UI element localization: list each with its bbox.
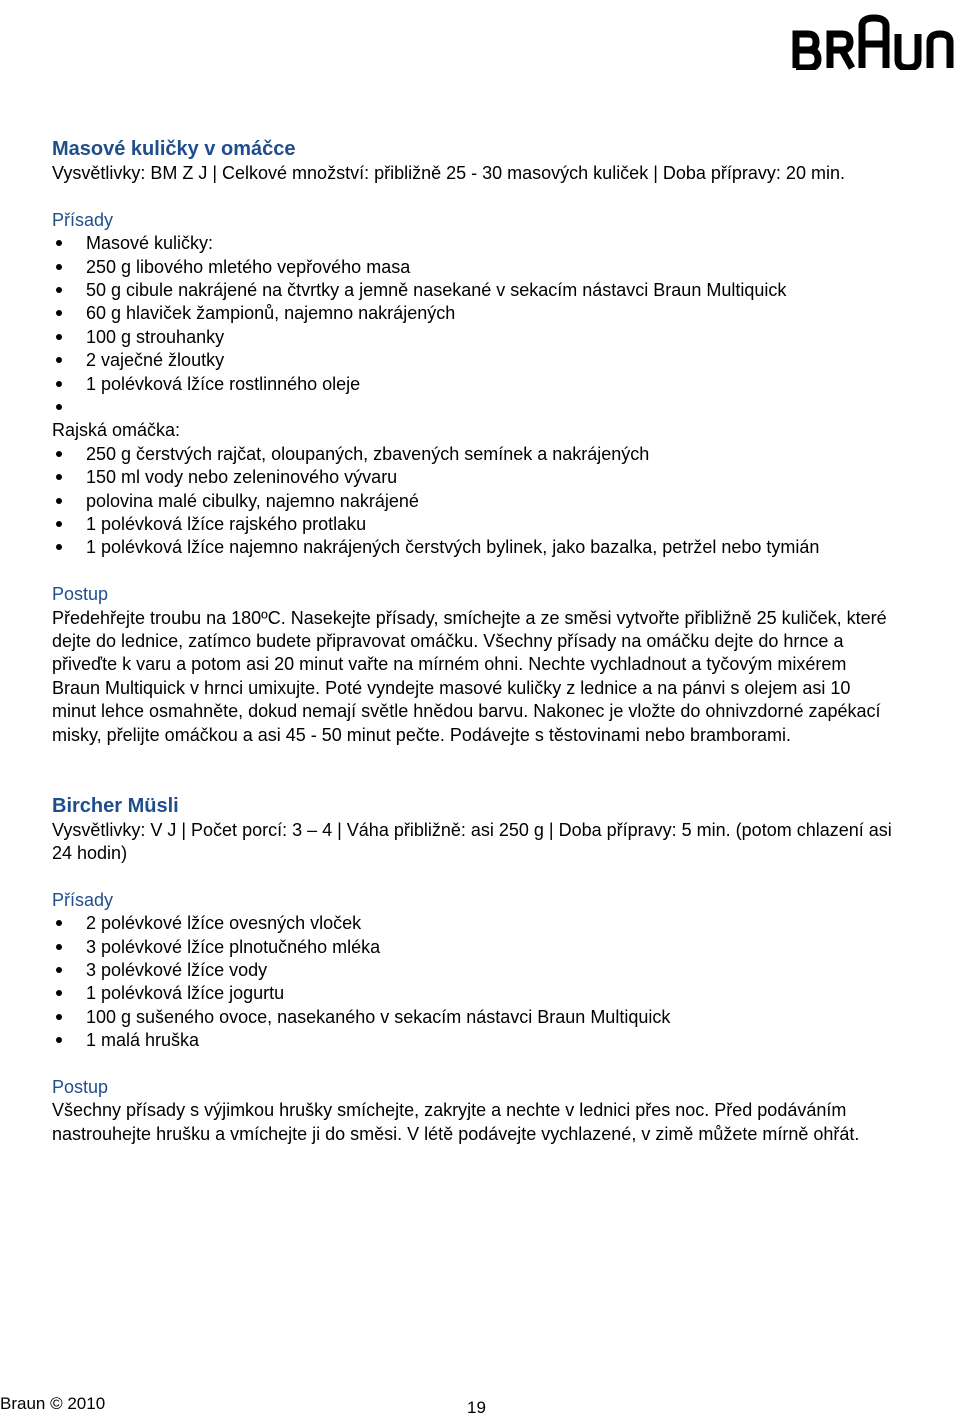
list-item: 100 g sušeného ovoce, nasekaného v sekacím nástavci Braun Multiquick bbox=[52, 1006, 892, 1029]
list-item: 50 g cibule nakrájené na čtvrtky a jemně nasekané v sekacím nástavci Braun Multiquick bbox=[52, 279, 892, 302]
list-item: 1 polévková lžíce najemno nakrájených čerstvých bylinek, jako bazalka, petržel nebo tymián bbox=[52, 536, 892, 559]
list-item-empty bbox=[52, 396, 892, 419]
list-item: 250 g libového mletého vepřového masa bbox=[52, 256, 892, 279]
ingredients-list bbox=[52, 912, 892, 1052]
page-number: 19 bbox=[467, 1398, 486, 1417]
list-item: 2 vaječné žloutky bbox=[52, 349, 892, 372]
method-heading: Postup bbox=[52, 584, 109, 605]
method-text: Předehřejte troubu na 180ºC. Nasekejte přísady, smíchejte a ze směsi vytvořte přibližně 25 kuliček, které dejte do lednice, zatímco budete připravovat omáčku. Všechny přísady na omáčku dejte do hrnce a přiveďte k varu a potom asi 20 minut vařte na mírném ohni. Nechte vychladnout a tyčovým mixérem Braun Multiquick v hrnci umixujte. Poté vyndejte masové kuličky z lednice a na pánvi s olejem asi 10 minut lehce osmahněte, dokud nemají světle hnědou barvu. Nakonec je vložte do ohnivzdorné zapékací misky, přelijte omáčkou a asi 45 - 50 minut pečte. Podávejte s těstovinami nebo bramborami. bbox=[52, 607, 887, 745]
list-subheading: Rajská omáčka: bbox=[52, 420, 181, 441]
list-item: 3 polévkové lžíce vody bbox=[52, 959, 892, 982]
list-item: 2 polévkové lžíce ovesných vloček bbox=[52, 912, 892, 935]
recipe-legend: Vysvětlivky: V J | Počet porcí: 3 – 4 | Váha přibližně: asi 250 g | Doba přípravy: 5 min. (potom chlazení asi 24 hodin) bbox=[52, 819, 892, 863]
recipe-meatballs bbox=[52, 136, 892, 747]
list-item: 1 polévková lžíce jogurtu bbox=[52, 982, 892, 1005]
list-item: 1 malá hruška bbox=[52, 1029, 892, 1052]
list-item: 150 ml vody nebo zeleninového vývaru bbox=[52, 466, 892, 489]
method-heading: Postup bbox=[52, 1076, 109, 1097]
recipe-bircher-musli bbox=[52, 793, 892, 1147]
recipe-legend: Vysvětlivky: BM Z J | Celkové množství: přibližně 25 - 30 masových kuliček | Doba přípravy: 20 min. bbox=[52, 163, 845, 183]
list-item: 3 polévkové lžíce plnotučného mléka bbox=[52, 936, 892, 959]
method-text: Všechny přísady s výjimkou hrušky smíchejte, zakryjte a nechte v lednici přes noc. Před podáváním nastrouhejte hrušku a vmíchejte ji do směsi. V létě podávejte vychlazené, v zimě můžete mírně ohřát. bbox=[52, 1100, 860, 1144]
footer-copyright: Braun © 2010 bbox=[0, 1394, 106, 1413]
recipe-title: Masové kuličky v omáčce bbox=[52, 138, 296, 160]
list-item: 1 polévková lžíce rostlinného oleje bbox=[52, 373, 892, 396]
list-item: Masové kuličky: bbox=[52, 232, 892, 255]
list-item: 60 g hlaviček žampionů, najemno nakrájených bbox=[52, 302, 892, 325]
list-item: 100 g strouhanky bbox=[52, 326, 892, 349]
ingredients-list bbox=[52, 232, 892, 560]
braun-logo bbox=[790, 14, 958, 70]
ingredients-heading: Přísady bbox=[52, 889, 114, 910]
list-item: 1 polévková lžíce rajského protlaku bbox=[52, 513, 892, 536]
recipe-title: Bircher Müsli bbox=[52, 794, 179, 817]
list-item: 250 g čerstvých rajčat, oloupaných, zbavených semínek a nakrájených bbox=[52, 443, 892, 466]
ingredients-heading: Přísady bbox=[52, 209, 114, 230]
list-item: polovina malé cibulky, najemno nakrájené bbox=[52, 490, 892, 513]
page-content bbox=[52, 136, 892, 1146]
